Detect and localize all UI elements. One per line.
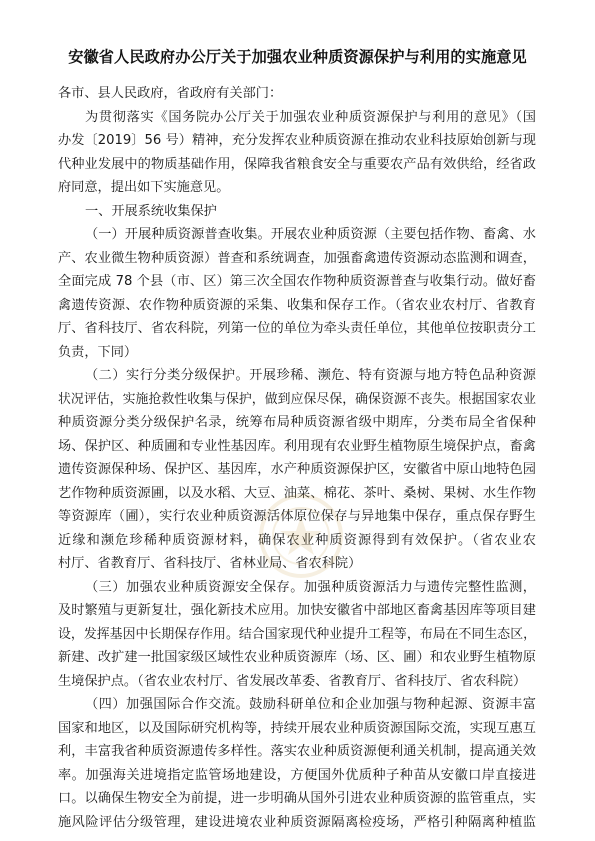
salutation: 各市、县人民政府，省政府有关部门： [58, 86, 283, 101]
paragraph-line: 设，发挥基因中长期保存作用。结合国家现代种业提升工程等，布局在不同生态区， [58, 626, 536, 642]
document-title: 安徽省人民政府办公厅关于加强农业种质资源保护与利用的实施意见 [68, 48, 527, 66]
paragraph-line: 府同意，提出如下实施意见。 [58, 180, 230, 195]
paragraph-line: 新建、改扩建一批国家级区域性农业种质资源库（场、区、圃）和农业野生植物原 [58, 650, 536, 665]
paragraph-line: 负责，下同） [58, 344, 138, 360]
paragraph-line: 艺作物种质资源圃，以及水稻、大豆、油菜、棉花、茶叶、桑树、果树、水生作物 [58, 485, 536, 501]
paragraph-line: 等资源库（圃），实行农业种质资源活体原位保存与异地集中保存，重点保存野生 [58, 509, 536, 524]
paragraph-line: （二）实行分类分级保护。开展珍稀、濒危、特有资源与地方特色品种资源 [85, 368, 536, 383]
paragraph-line: （一）开展种质资源普查收集。开展农业种质资源（主要包括作物、畜禽、水 [85, 227, 536, 242]
paragraph-line: 及时繁殖与更新复壮，强化新技术应用。加快安徽省中部地区畜禽基因库等项目建 [58, 603, 536, 618]
paragraph-line: 产、农业微生物种质资源）普查和系统调查，加强畜禽遗传资源动态监测和调查， [58, 250, 536, 266]
paragraph-line: 状况评估，实施抢救性收集与保护，做到应保尽保，确保资源不丧失。根据国家农业 [58, 391, 536, 407]
paragraph-line: 全面完成 78 个县（市、区）第三次全国农作物种质资源普查与收集行动。做好畜 [58, 274, 536, 289]
paragraph-line: 村厅、省教育厅、省科技厅、省林业局、省农科院） [58, 556, 362, 571]
paragraph-line: 率。加强海关进境指定监管场地建设，方便国外优质种子种苗从安徽口岸直接进 [58, 767, 536, 783]
paragraph-line: 场、保护区、种质圃和专业性基因库。利用现有农业野生植物原生境保护点，畜禽 [58, 438, 536, 454]
paragraph-line: 国家和地区，以及国际研究机构等，持续开展农业种质资源国际交流，实现互惠互 [58, 720, 536, 736]
paragraph-line: 办发〔2019〕56 号）精神，充分发挥农业种质资源在推动农业科技原始创新与现 [58, 133, 536, 148]
paragraph-line: 为贯彻落实《国务院办公厅关于加强农业种质资源保护与利用的意见》（国 [85, 109, 536, 125]
document-body [58, 82, 536, 834]
paragraph-line: 种质资源分类分级保护名录，统筹布局种质资源省级中期库，分类布局全省保种 [58, 415, 536, 430]
paragraph-line: 口。以确保生物安全为前提，进一步明确从国外引进农业种质资源的监管重点，实 [58, 791, 536, 806]
paragraph-line: 生境保护点。（省农业农村厅、省发展改革委、省教育厅、省科技厅、省农科院） [58, 673, 527, 689]
section-heading: 一、开展系统收集保护 [85, 203, 217, 219]
paragraph-line: 厅、省科技厅、省农科院，列第一位的单位为牵头责任单位，其他单位按职责分工 [58, 321, 536, 336]
paragraph-line: （三）加强农业种质资源安全保存。加强种质资源活力与遗传完整性监测， [85, 579, 536, 595]
paragraph-line: 遗传资源保种场、保护区、基因库，水产种质资源保护区，安徽省中原山地特色园 [58, 462, 536, 477]
paragraph-line: （四）加强国际合作交流。鼓励科研单位和企业加强与物种起源、资源丰富 [85, 697, 536, 712]
paragraph-line: 代种业发展中的物质基础作用，保障我省粮食安全与重要农产品有效供给，经省政 [58, 156, 536, 172]
paragraph-line: 利，丰富我省种质资源遗传多样性。落实农业种质资源便利通关机制，提高通关效 [58, 744, 536, 759]
paragraph-line: 禽遗传资源、农作物种质资源的采集、收集和保存工作。（省农业农村厅、省教育 [58, 297, 536, 313]
paragraph-line: 近缘和濒危珍稀种质资源材料，确保农业种质资源得到有效保护。（省农业农 [58, 532, 536, 548]
paragraph-line: 施风险评估分级管理，建设进境农业种质资源隔离检疫场，严格引种隔离种植监 [58, 814, 536, 830]
